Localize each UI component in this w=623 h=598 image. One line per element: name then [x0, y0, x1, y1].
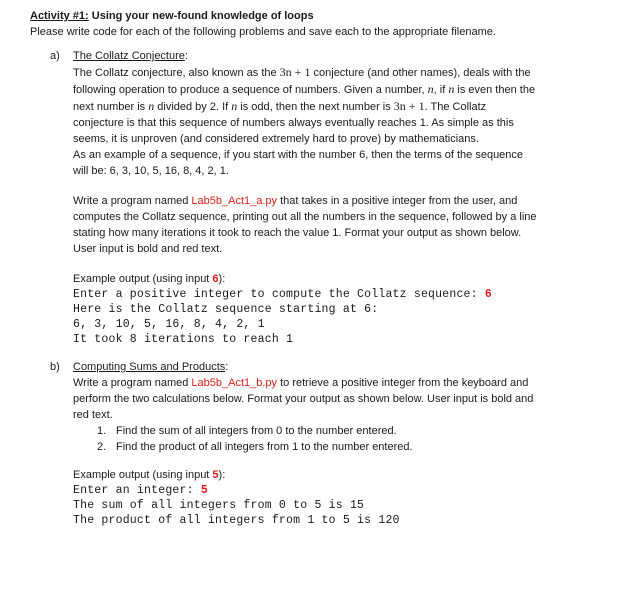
part-b-output-line: The product of all integers from 1 to 5 is 120	[73, 514, 400, 527]
part-a-task-line: User input is bold and red text.	[73, 243, 223, 255]
activity-instructions: Please write code for each of the following problems and save each to the appropriate filename.	[30, 26, 496, 38]
part-b-output-line: Enter an integer: 5	[73, 484, 208, 497]
part-a-output-line: Enter a positive integer to compute the Collatz sequence: 6	[73, 288, 492, 301]
part-a-paragraph-line: next number is n divided by 2. If n is odd, then the next number is 3n + 1. The Collatz	[73, 99, 487, 113]
part-a-paragraph-line: will be: 6, 3, 10, 5, 16, 8, 4, 2, 1.	[73, 165, 229, 177]
part-b-heading: Computing Sums and Products:	[73, 361, 229, 373]
part-a	[50, 48, 615, 347]
filename-a: Lab5b_Act1_a.py	[191, 195, 278, 207]
activity-document	[30, 9, 615, 528]
part-b-output-line: The sum of all integers from 0 to 5 is 15	[73, 499, 365, 512]
activity-title	[30, 9, 615, 24]
part-b-example-label: Example output (using input 5):	[73, 469, 226, 481]
part-a-output-line: It took 8 iterations to reach 1	[73, 333, 294, 346]
part-a-paragraph-line: seems, it is unproven (and considered extremely hard to prove) by mathematicians.	[73, 133, 479, 145]
part-b-letter: b)	[50, 361, 60, 373]
part-a-example-label: Example output (using input 6):	[73, 273, 226, 285]
part-a-task-line: Write a program named Lab5b_Act1_a.py that takes in a positive integer from the user, and	[73, 195, 518, 207]
part-a-output-line: 6, 3, 10, 5, 16, 8, 4, 2, 1	[73, 318, 265, 331]
part-a-paragraph-line: following operation to produce a sequence of numbers. Given a number, n, if n is even then the	[73, 82, 536, 96]
part-b-paragraph-line: perform the two calculations below. Format your output as shown below. User input is bold and	[73, 393, 534, 405]
part-a-output-line: Here is the Collatz sequence starting at 6:	[73, 303, 379, 316]
task-list	[97, 423, 615, 455]
part-a-task-line: computes the Collatz sequence, printing out all the numbers in the sequence, followed by a line	[73, 211, 537, 223]
part-a-paragraph-line: conjecture is that this sequence of numbers always eventually reaches 1. As simple as this	[73, 117, 514, 129]
part-a-task-line: stating how many iterations it took to reach the value 1. Format your output as shown below.	[73, 227, 522, 239]
part-b-paragraph-line: red text.	[73, 409, 113, 421]
activity-subtitle: Using your new-found knowledge of loops	[88, 10, 314, 22]
part-a-paragraph-line: The Collatz conjecture, also known as the 3n + 1 conjecture (and other names), deals with the	[73, 65, 531, 79]
activity-number: Activity #1:	[30, 10, 89, 22]
part-a-letter: a)	[50, 50, 60, 62]
list-item: 1. Find the sum of all integers from 0 to the number entered.	[97, 425, 397, 437]
part-a-paragraph-line: As an example of a sequence, if you start with the number 6, then the terms of the sequence	[73, 149, 524, 161]
part-b	[50, 359, 615, 528]
filename-b: Lab5b_Act1_b.py	[191, 377, 278, 389]
part-a-heading: The Collatz Conjecture:	[73, 50, 188, 62]
list-item: 2. Find the product of all integers from 1 to the number entered.	[97, 441, 413, 453]
part-b-paragraph-line: Write a program named Lab5b_Act1_b.py to retrieve a positive integer from the keyboard and	[73, 377, 529, 389]
